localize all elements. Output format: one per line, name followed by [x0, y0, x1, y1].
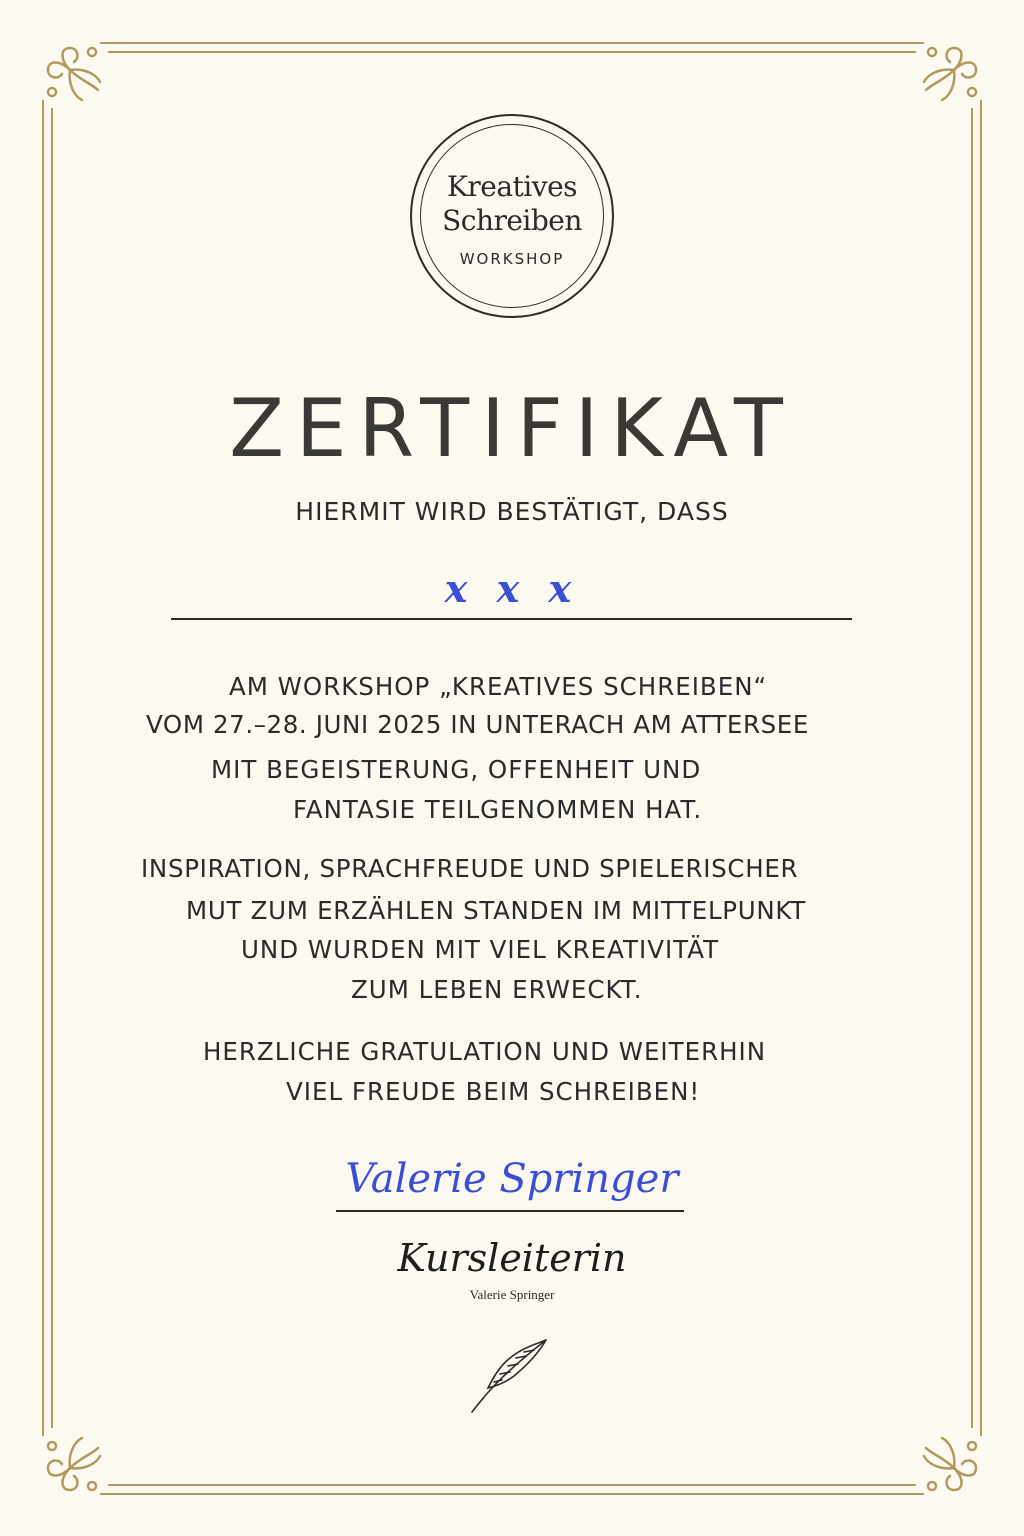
certificate-title: ZERTIFIKAT — [229, 382, 795, 475]
recipient-underline — [171, 618, 852, 620]
body-line: VOM 27.–28. JUNI 2025 IN UNTERACH AM ATTERSEE — [146, 710, 809, 739]
body-line: MIT BEGEISTERUNG, OFFENHEIT UND — [211, 755, 702, 784]
seal-text-line1: Kreatives — [446, 170, 578, 203]
body-line: UND WURDEN MIT VIEL KREATIVITÄT — [241, 935, 720, 964]
quill-feather-icon — [466, 1336, 556, 1416]
flourish-ornament-icon — [918, 40, 984, 106]
flourish-ornament-icon — [40, 1432, 106, 1498]
signature: Valerie Springer — [345, 1156, 679, 1202]
flourish-ornament-icon — [40, 40, 106, 106]
body-line: HERZLICHE GRATULATION UND WEITERHIN — [203, 1037, 767, 1066]
body-line: AM WORKSHOP „KREATIVES SCHREIBEN“ — [229, 672, 768, 701]
flourish-ornament-icon — [918, 1432, 984, 1498]
workshop-seal-logo — [410, 114, 614, 318]
body-line: VIEL FREUDE BEIM SCHREIBEN! — [286, 1077, 701, 1106]
recipient-name: x x x — [444, 566, 580, 611]
body-line: FANTASIE TEILGENOMMEN HAT. — [293, 795, 703, 824]
body-line: INSPIRATION, SPRACHFREUDE UND SPIELERISCHER — [141, 854, 799, 883]
seal-text-line3: WORKSHOP — [459, 250, 565, 268]
seal-text-line2: Schreiben — [442, 204, 582, 237]
body-line: MUT ZUM ERZÄHLEN STANDEN IM MITTELPUNKT — [186, 896, 806, 925]
signature-underline — [336, 1210, 684, 1212]
body-line: ZUM LEBEN ERWECKT. — [351, 975, 643, 1004]
certificate-subtitle: HIERMIT WIRD BESTÄTIGT, DASS — [295, 497, 729, 526]
signer-name: Valerie Springer — [469, 1287, 555, 1302]
signer-role: Kursleiterin — [397, 1236, 627, 1280]
